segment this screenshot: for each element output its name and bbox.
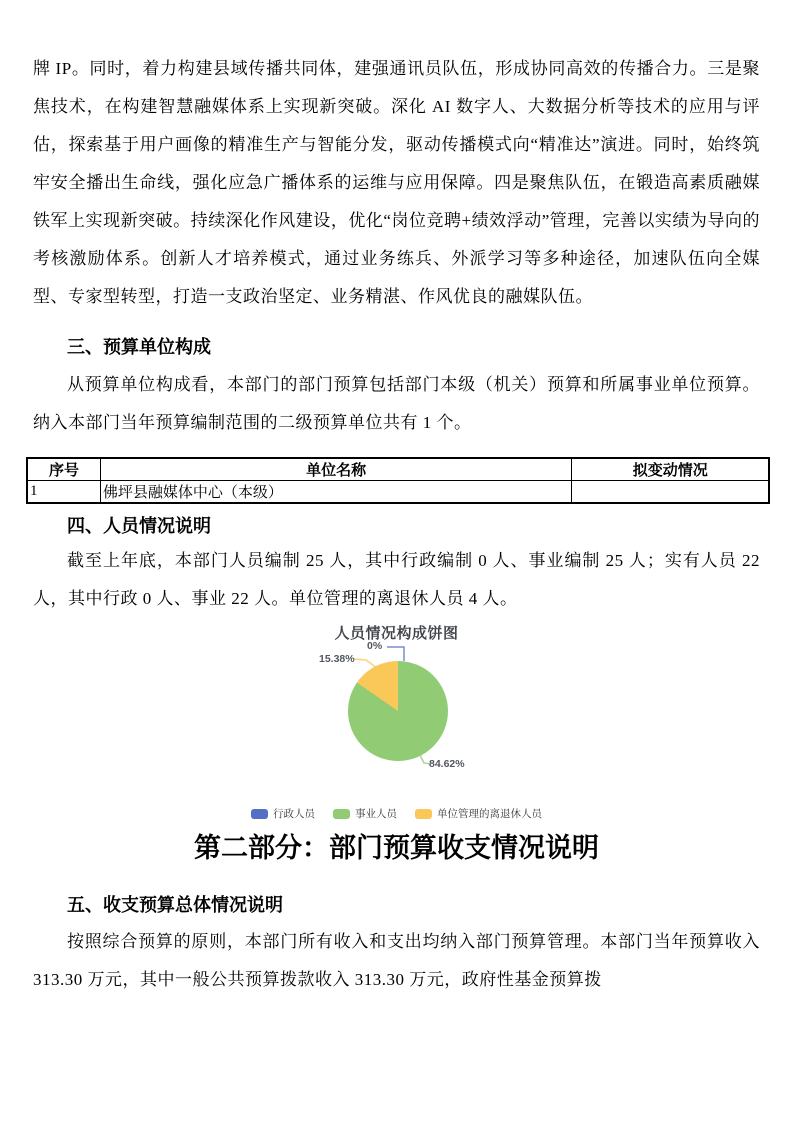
chart-title: 人员情况构成饼图 (334, 625, 459, 642)
part-2-heading: 第二部分：部门预算收支情况说明 (194, 833, 599, 863)
pie-percent-administrative: 0% (367, 640, 383, 652)
legend-label-administrative: 行政人员 (273, 808, 315, 820)
section-3-heading: 三、预算单位构成 (67, 337, 211, 357)
legend-item-retired (415, 806, 542, 821)
cell-change (572, 481, 769, 504)
section-5-paragraph: 按照综合预算的原则，本部门所有收入和支出均纳入部门预算管理。本部门当年预算收入 313.30 万元，其中一般公共预算拨款收入 313.30 万元，政府性基金预算拨 (33, 932, 760, 989)
legend-item-business (333, 806, 397, 821)
section-3-paragraph: 从预算单位构成看，本部门的部门预算包括部门本级（机关）预算和所属事业单位预算。纳入本部门当年预算编制范围的二级预算单位共有 1 个。 (33, 375, 760, 432)
legend-swatch-business-icon (333, 809, 350, 819)
table-header-change: 拟变动情况 (572, 458, 769, 481)
table-header-unit-name: 单位名称 (100, 458, 572, 481)
section-4-paragraph: 截至上年底，本部门人员编制 25 人，其中行政编制 0 人、事业编制 25 人；实有人员 22 人，其中行政 0 人、事业 22 人。单位管理的离退休人员 4 人。 (33, 551, 760, 608)
legend-item-administrative (251, 806, 315, 821)
budget-units-table (26, 457, 770, 504)
label-line-retired (354, 659, 377, 668)
pie-percent-retired: 15.38% (319, 653, 355, 665)
table-row (27, 481, 769, 504)
legend-label-retired: 单位管理的离退休人员 (437, 808, 542, 820)
legend-swatch-administrative-icon (251, 809, 268, 819)
table-header-no: 序号 (27, 458, 100, 481)
section-4-heading: 四、人员情况说明 (67, 516, 211, 536)
section-5-heading: 五、收支预算总体情况说明 (67, 895, 283, 915)
table-header-row (27, 458, 769, 481)
paragraph-continuation: 牌 IP。同时，着力构建县域传播共同体，建强通讯员队伍，形成协同高效的传播合力。三是聚焦技术，在构建智慧融媒体系上实现新突破。深化 AI 数字人、大数据分析等技术的应用与评估，探索基于用户画像的精准生产与智能分发，驱动传播模式向“精准达”演进。同时，始终筑牢安全播出生命线，强化应急广播体系的运维与应用保障。四是聚焦队伍，在锻造高素质融媒铁军上实现新突破。持续深化作风建设，优化“岗位竞聘+绩效浮动”管理，完善以实绩为导向的考核激励体系。创新人才培养模式，通过业务练兵、外派学习等多种途径，加速队伍向全媒型、专家型转型，打造一支政治坚定、业务精湛、作风优良的融媒队伍。 (33, 59, 760, 306)
legend-swatch-retired-icon (415, 809, 432, 819)
cell-unit-name: 佛坪县融媒体中心（本级） (100, 481, 572, 504)
chart-legend (33, 806, 760, 821)
legend-label-business: 事业人员 (355, 808, 397, 820)
label-line-administrative (387, 647, 404, 661)
personnel-pie-chart (33, 618, 760, 824)
pie-percent-business: 84.62% (429, 758, 465, 770)
pie-label-lines (33, 618, 760, 824)
cell-no: 1 (27, 481, 100, 504)
